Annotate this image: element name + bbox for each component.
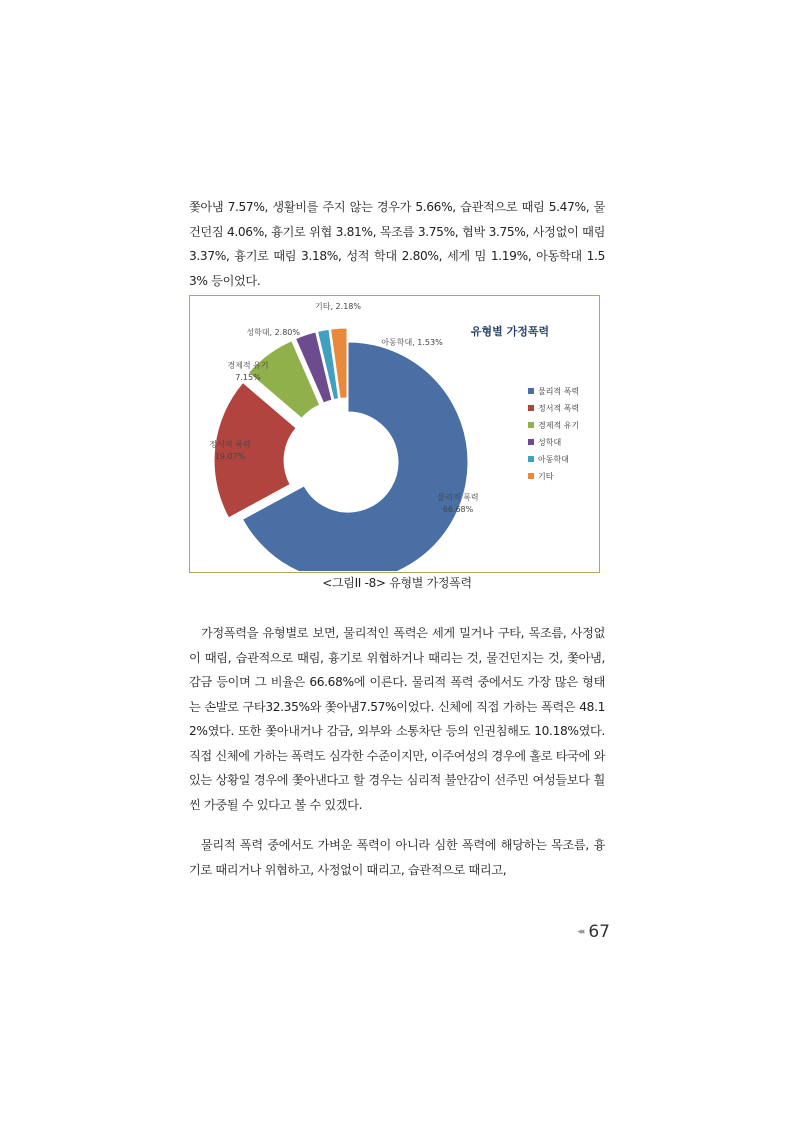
- legend-label: 기타: [538, 472, 554, 481]
- slice-label: 7.15%: [235, 373, 261, 382]
- legend-swatch: [528, 388, 534, 394]
- legend-swatch: [528, 422, 534, 428]
- pie-chart: [190, 296, 598, 571]
- legend-swatch: [528, 439, 534, 445]
- body-paragraph-1: 가정폭력을 유형별로 보면, 물리적인 폭력은 세게 밀거나 구타, 목조름, 사정없이 때림, 습관적으로 때림, 흉기로 위협하거나 때리는 것, 물건던지는 것, 쫓아냄, 감금 등이며 그 비율은 66.68%에 이른다. 물리적 폭력 중에서도 가장 많은 형태는 손발로 구타32.35%와 쫓아냄7.57%이었다. 신체에 직접 가하는 폭력은 48.12%였다. 또한 쫓아내거나 감금, 외부와 소통차단 등의 인권침해도 10.18%였다. 직접 신체에 가하는 폭력도 심각한 수준이지만, 이주여성의 경우에 홀로 타국에 와 있는 상황일 경우에 쫓아낸다고 할 경우는 심리적 불안감이 선주민 여성들보다 훨씬 가중될 수 있다고 볼 수 있겠다.: [189, 626, 605, 812]
- slice-label: 정서적 폭력: [209, 440, 251, 449]
- legend-label: 아동학대: [538, 455, 569, 464]
- legend-label: 물리적 폭력: [538, 387, 580, 396]
- legend-label: 성학대: [538, 438, 562, 447]
- legend-swatch: [528, 405, 534, 411]
- page-number: [560, 920, 610, 944]
- page-number-value: 67: [588, 922, 610, 942]
- page-arrows-icon: ◂◂: [577, 927, 583, 937]
- chart-figure: [189, 295, 600, 573]
- slice-label: 19.07%: [214, 452, 246, 461]
- slice-label: 기타, 2.18%: [315, 302, 361, 311]
- legend-swatch: [528, 473, 534, 479]
- slice-label: 66.68%: [442, 505, 474, 514]
- figure-caption: <그림II -8> 유형별 가정폭력: [322, 576, 472, 590]
- legend-swatch: [528, 456, 534, 462]
- slice-label: 성학대, 2.80%: [246, 328, 300, 337]
- body-paragraph-2: 물리적 폭력 중에서도 가벼운 폭력이 아니라 심한 폭력에 해당하는 목조름, 흉기로 때리거나 위협하고, 사정없이 때리고, 습관적으로 때리고,: [189, 838, 605, 877]
- slice-label: 아동학대, 1.53%: [381, 338, 443, 347]
- slice-label: 경제적 유기: [227, 361, 269, 370]
- legend-label: 정서적 폭력: [538, 404, 580, 413]
- chart-title: 유형별 가정폭력: [470, 325, 550, 338]
- intro-paragraph: 쫓아냄 7.57%, 생활비를 주지 않는 경우가 5.66%, 습관적으로 때림 5.47%, 물건던짐 4.06%, 흉기로 위협 3.81%, 목조름 3.75%, 협박 3.75%, 사정없이 때림 3.37%, 흉기로 때림 3.18%, 성적 학대 2.80%, 세게 밈 1.19%, 아동학대 1.53% 등이었다.: [189, 200, 605, 288]
- legend-label: 경제적 유기: [538, 421, 580, 430]
- slice-label: 물리적 폭력: [437, 493, 479, 502]
